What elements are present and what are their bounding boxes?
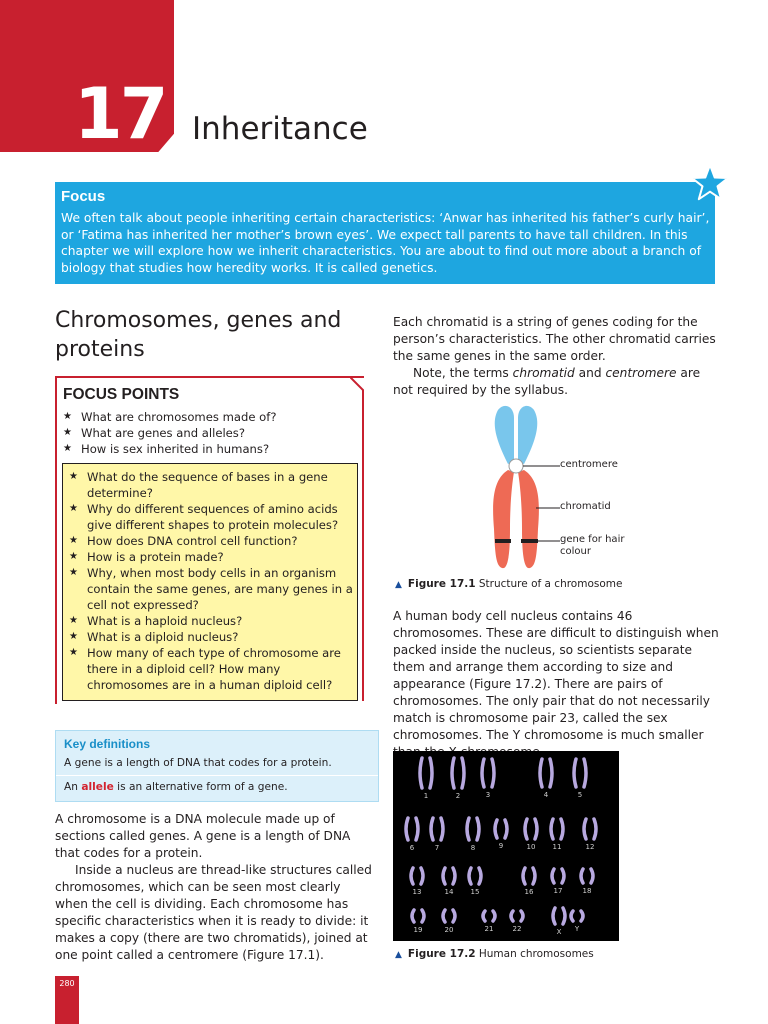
chromosome-number: X [556, 928, 562, 936]
focus-heading: Focus [61, 188, 106, 205]
focus-points-heading: FOCUS POINTS [63, 386, 180, 403]
chromosome-pair [420, 758, 432, 788]
chromosome-number: 3 [485, 791, 491, 799]
chromosome-pair [469, 868, 481, 884]
chromosome [420, 758, 422, 788]
chromatid-lower-right [518, 470, 539, 568]
chromosome-number: 18 [582, 887, 592, 895]
chromosome-number: 22 [512, 925, 522, 933]
right-body-text-2 [393, 608, 723, 761]
chromosome-pair [431, 818, 443, 840]
chromosome [443, 910, 445, 922]
chromosome [411, 868, 413, 884]
star-bullet-icon: ★ [69, 615, 78, 626]
focus-point-item: ★ How is sex inherited in humans? [63, 442, 270, 456]
chromosome [493, 911, 495, 921]
chromosome [431, 818, 433, 840]
paragraph: A chromosome is a DNA molecule made up of sections called genes. A gene is a length of DNA that codes for a protein. [55, 812, 351, 860]
focus-point-item: ★ Why, when most body cells in an organism contain the same genes, are many genes in a cell not expressed? [69, 566, 353, 612]
star-bullet-icon: ★ [69, 647, 78, 658]
chromosome [453, 868, 455, 884]
chromosome [477, 818, 479, 840]
chromosome-pair [443, 910, 455, 922]
chromosome [594, 819, 596, 839]
chromosome [581, 869, 583, 883]
chromosome [505, 820, 507, 838]
chromatid-upper-left [495, 406, 514, 464]
gene-band-left [495, 539, 511, 543]
chromosome [467, 818, 469, 840]
figure-caption-1: ▲ Figure 17.1 Structure of a chromosome [395, 578, 623, 590]
chromosome-pair [574, 759, 586, 787]
chromosome-number: 15 [470, 888, 480, 896]
focus-point-item: ★ What is a diploid nucleus? [69, 630, 239, 644]
chromosome [523, 868, 525, 884]
gene-band-right [521, 539, 538, 543]
chromosome-pair [443, 868, 455, 884]
chapter-title: Inheritance [192, 111, 368, 147]
chromosome-pair [482, 759, 494, 787]
key-definition-allele: An allele is an alternative form of a gene. [64, 781, 288, 793]
chromosome [551, 819, 553, 839]
chromosome [535, 819, 537, 839]
chromosome [452, 758, 454, 788]
chromosome [422, 910, 424, 922]
chromosome-number: 9 [498, 842, 504, 850]
star-bullet-icon: ★ [63, 427, 72, 438]
chromosome-pair [483, 911, 495, 921]
chromosome-pair [581, 869, 593, 883]
chromosome [525, 819, 527, 839]
paragraph: Note, the terms chromatid and centromere are not required by the syllabus. [393, 366, 701, 397]
chromatid-upper-right [518, 406, 537, 464]
chromosome-pair [495, 820, 507, 838]
chromosome-pair [467, 818, 479, 840]
chromosome-pair [411, 868, 423, 884]
triangle-icon: ▲ [395, 950, 402, 960]
chromosome [482, 759, 484, 787]
star-bullet-icon: ★ [69, 503, 78, 514]
label-chromatid: chromatid [560, 501, 611, 512]
chromosome [441, 818, 443, 840]
focus-box [55, 182, 715, 284]
focus-point-item: ★ What are genes and alleles? [63, 426, 246, 440]
chromosome [412, 910, 414, 922]
key-term-allele: allele [81, 781, 114, 793]
chromosome-number: 20 [444, 926, 454, 934]
chromosome [469, 868, 471, 884]
page-number: 280 [59, 979, 75, 988]
chromosome [563, 908, 565, 924]
chromosome-pair [540, 759, 552, 787]
chromosome-pair [552, 869, 564, 883]
focus-point-item: ★ What do the sequence of bases in a gene determine? [69, 470, 328, 500]
chromosome [430, 758, 432, 788]
chromosome [416, 818, 418, 840]
chromosome-number: Y [574, 925, 580, 933]
chromosome-pair [584, 819, 596, 839]
focus-points-extended-list [69, 469, 355, 693]
chromosome [421, 868, 423, 884]
chromosome-pair [553, 908, 565, 924]
chromosome-pair [406, 818, 418, 840]
chromosome-number: 6 [409, 844, 415, 852]
chromosome [453, 910, 455, 922]
star-bullet-icon: ★ [69, 551, 78, 562]
chromosome-pair [525, 819, 537, 839]
chromosome-number: 8 [470, 844, 476, 852]
triangle-icon: ▲ [395, 580, 402, 590]
chromosome [511, 911, 513, 921]
chromosome-pair [452, 758, 464, 788]
star-bullet-icon: ★ [69, 631, 78, 642]
chromosome-number: 10 [526, 843, 536, 851]
chromosome [462, 758, 464, 788]
chromosome [479, 868, 481, 884]
chromosome-pair [523, 868, 535, 884]
key-definitions-box [55, 730, 379, 802]
chromosome [591, 869, 593, 883]
chromosome [571, 911, 573, 921]
left-body-text [55, 811, 373, 964]
chromosome [561, 819, 563, 839]
chromosome-number: 17 [553, 887, 563, 895]
chromosome-number: 1 [423, 792, 429, 800]
figure-caption-2: ▲ Figure 17.2 Human chromosomes [395, 948, 594, 960]
chromosome [406, 818, 408, 840]
paragraph: A human body cell nucleus contains 46 chromosomes. These are difficult to distinguish when packed inside the nucleus, so scientists separate them and arrange them according to size and appearance (Figure 17.2). There are pairs of chromosomes. The only pair that do not necessarily match is chromosome pair 23, called the sex chromosomes. The Y chromosome is much smaller [393, 609, 719, 742]
focus-point-item: ★ How many of each type of chromosome are there in a diploid cell? How many chromosomes are in a human diploid cell? [69, 646, 341, 692]
star-bullet-icon: ★ [69, 471, 78, 482]
chromosome-number: 4 [543, 791, 549, 799]
chromosome-pair [412, 910, 424, 922]
karyotype-image [393, 751, 619, 941]
chromatid-lower-left [493, 470, 514, 568]
focus-point-item: ★ What is a haploid nucleus? [69, 614, 243, 628]
right-body-text-1 [393, 314, 723, 399]
chromosome-number: 19 [413, 926, 423, 934]
star-bullet-icon: ★ [69, 535, 78, 546]
chromosome [492, 759, 494, 787]
chromosome [495, 820, 497, 838]
chromosome [553, 908, 555, 924]
centromere [509, 459, 523, 473]
focus-point-item: ★ How does DNA control cell function? [69, 534, 298, 548]
chromosome-number: 11 [552, 843, 562, 851]
label-gene: gene for hair colour [560, 534, 625, 557]
chromosome [574, 759, 576, 787]
chromosome-pair [571, 911, 583, 921]
star-bullet-icon: ★ [63, 411, 72, 422]
focus-point-item: ★ Why do different sequences of amino acids give different shapes to protein molecules? [69, 502, 339, 532]
focus-point-item: ★ How is a protein made? [69, 550, 224, 564]
chromosome-number: 16 [524, 888, 534, 896]
chromosome [552, 869, 554, 883]
chromosome [521, 911, 523, 921]
chromosome [443, 868, 445, 884]
karyotype-chromosomes [393, 751, 619, 941]
paragraph: Inside a nucleus are thread-like structures called chromosomes, which can be seen most clearly when the cell is dividing. Each chromosome has specific characteristics when it is ready to divide: it makes a copy (there are two chromatids), joined at one point called a centromere (Figure 17.1). [55, 863, 372, 962]
chromosome [483, 911, 485, 921]
divider [56, 775, 378, 776]
chromosome-number: 7 [434, 844, 440, 852]
section-heading: Chromosomes, genes and proteins [55, 308, 342, 362]
star-bullet-icon: ★ [69, 567, 78, 578]
chromosome [540, 759, 542, 787]
star-bullet-icon: ★ [63, 443, 72, 454]
chromosome-number: 14 [444, 888, 454, 896]
chromosome-number: 2 [455, 792, 461, 800]
chromosome [581, 911, 583, 921]
chromosome-pair [511, 911, 523, 921]
chromosome [533, 868, 535, 884]
chromosome-number: 21 [484, 925, 494, 933]
chromosome [584, 819, 586, 839]
paragraph: Each chromatid is a string of genes coding for the person’s characteristics. The other chromatid carries the same genes in the same order. [393, 315, 716, 363]
star-icon [690, 163, 730, 203]
chromosome [562, 869, 564, 883]
chromosome [550, 759, 552, 787]
key-definitions-heading: Key definitions [64, 737, 151, 751]
chromosome-pair [551, 819, 563, 839]
focus-body: We often talk about people inheriting certain characteristics: ‘Anwar has inherited his father’s curly hair’, or ‘Fatima has inherited her mother’s brown eyes’. We expect tall parents to have tall children. In this chapter we will explore how we inherit characteristics. You are about to find out more about a branch of biology that studies how heredity works. It is called genetics. [61, 211, 710, 275]
key-definition-gene: A gene is a length of DNA that codes for a protein. [64, 757, 332, 769]
focus-points-core-list [63, 409, 353, 457]
label-centromere: centromere [560, 459, 618, 470]
chromosome-number: 12 [585, 843, 595, 851]
chapter-number: 17 [74, 73, 166, 155]
chromosome-number: 13 [412, 888, 422, 896]
focus-point-item: ★ What are chromosomes made of? [63, 410, 277, 424]
chromosome-number: 5 [577, 791, 583, 799]
chromosome [584, 759, 586, 787]
